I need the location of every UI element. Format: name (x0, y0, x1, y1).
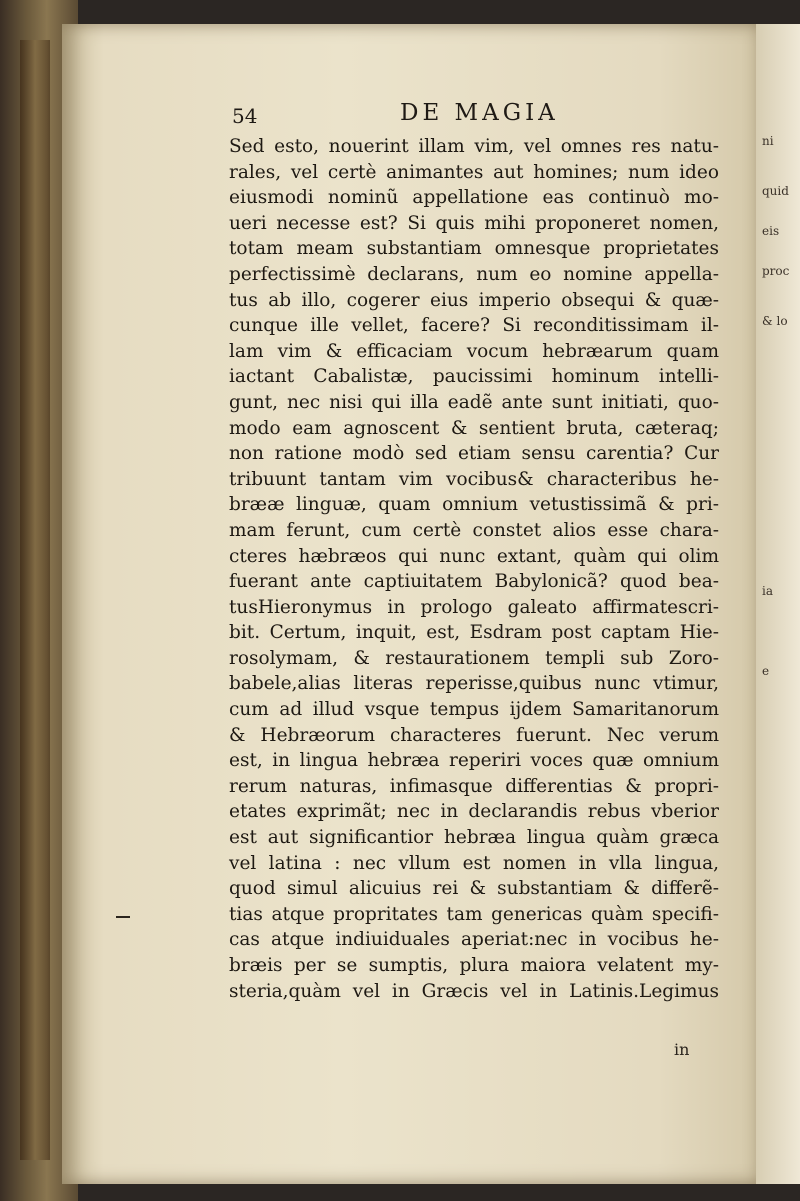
facing-page-fragment: ia (762, 584, 773, 598)
facing-page-fragment: quid (762, 184, 789, 198)
catchword: in (674, 1040, 690, 1059)
text-line: tias atque propritates tam genericas quàm specifi- (229, 903, 719, 925)
text-line: babele,alias literas reperisse,quibus nunc vtimur, (229, 673, 719, 695)
text-line: cum ad illud vsque tempus ijdem Samaritanorum (229, 699, 719, 721)
page-header (232, 100, 672, 134)
margin-mark (116, 916, 130, 918)
text-line: vel latina : nec vllum est nomen in vlla lingua, (229, 852, 719, 874)
text-line: etates exprimãt; nec in declarandis rebus vberior (229, 801, 719, 823)
facing-page-fragment: eis (762, 224, 780, 238)
text-line: bit. Certum, inquit, est, Esdram post captam Hie- (229, 622, 719, 644)
text-line: modo eam agnoscent & sentient bruta, cæteraq; (229, 417, 719, 439)
facing-page-edge (756, 24, 800, 1184)
text-line: lam vim & efficaciam vocum hebræarum quam (229, 340, 719, 362)
text-line: tusHieronymus in prologo galeato affirmatescri- (229, 596, 719, 618)
text-line: tus ab illo, cogerer eius imperio obsequi & quæ- (229, 289, 719, 311)
text-line: cteres hæbræos qui nunc extant, quàm qui olim (229, 545, 719, 567)
facing-page-fragment: proc (762, 264, 790, 278)
text-line: quod simul alicuius rei & substantiam & differẽ- (229, 878, 719, 900)
text-line: totam meam substantiam omnesque proprietates (229, 238, 719, 260)
body-text (229, 134, 719, 1004)
text-line: perfectissimè declarans, num eo nomine appella- (229, 263, 719, 285)
text-line: cunque ille vellet, facere? Si reconditissimam il- (229, 315, 719, 337)
text-line: steria,quàm vel in Græcis vel in Latinis.Legimus (229, 980, 719, 1002)
text-line: est aut significantior hebræa lingua quàm græca (229, 827, 719, 849)
text-line: ueri necesse est? Si quis mihi proponeret nomen, (229, 212, 719, 234)
facing-page-fragment: ni (762, 134, 774, 148)
text-line: mam ferunt, cum certè constet alios esse chara- (229, 519, 719, 541)
text-line: cas atque indiuiduales aperiat:nec in vocibus he- (229, 929, 719, 951)
text-line: tribuunt tantam vim vocibus& characteribus he- (229, 468, 719, 490)
facing-page-fragment: & lo (762, 314, 788, 328)
text-line: rales, vel certè animantes aut homines; num ideo (229, 161, 719, 183)
binding-spine (20, 40, 50, 1160)
text-line: fuerant ante captiuitatem Babylonicã? quod bea- (229, 571, 719, 593)
text-line: & Hebræorum characteres fuerunt. Nec verum (229, 724, 719, 746)
text-line: gunt, nec nisi qui illa eadẽ ante sunt initiati, quo- (229, 391, 719, 413)
text-line: brææ linguæ, quam omnium vetustissimã & pri- (229, 494, 719, 516)
text-line: Sed esto, nouerint illam vim, vel omnes res natu- (229, 136, 719, 157)
text-line: bræis per se sumptis, plura maiora velatent my- (229, 955, 719, 976)
text-line: iactant Cabalistæ, paucissimi hominum intelli- (229, 366, 719, 388)
text-line: est, in lingua hebræa reperiri voces quæ omnium (229, 750, 719, 772)
text-line: rerum naturas, infimasque differentias & propri- (229, 775, 719, 797)
page-number: 54 (232, 104, 258, 128)
text-line: non ratione modò sed etiam sensu carentia? Cur (229, 443, 719, 465)
text-line: rosolymam, & restaurationem templi sub Zoro- (229, 647, 719, 669)
facing-page-fragment: e (762, 664, 770, 678)
running-head: DE MAGIA (400, 100, 559, 126)
text-line: eiusmodi nominũ appellatione eas continuò mo- (229, 187, 719, 209)
